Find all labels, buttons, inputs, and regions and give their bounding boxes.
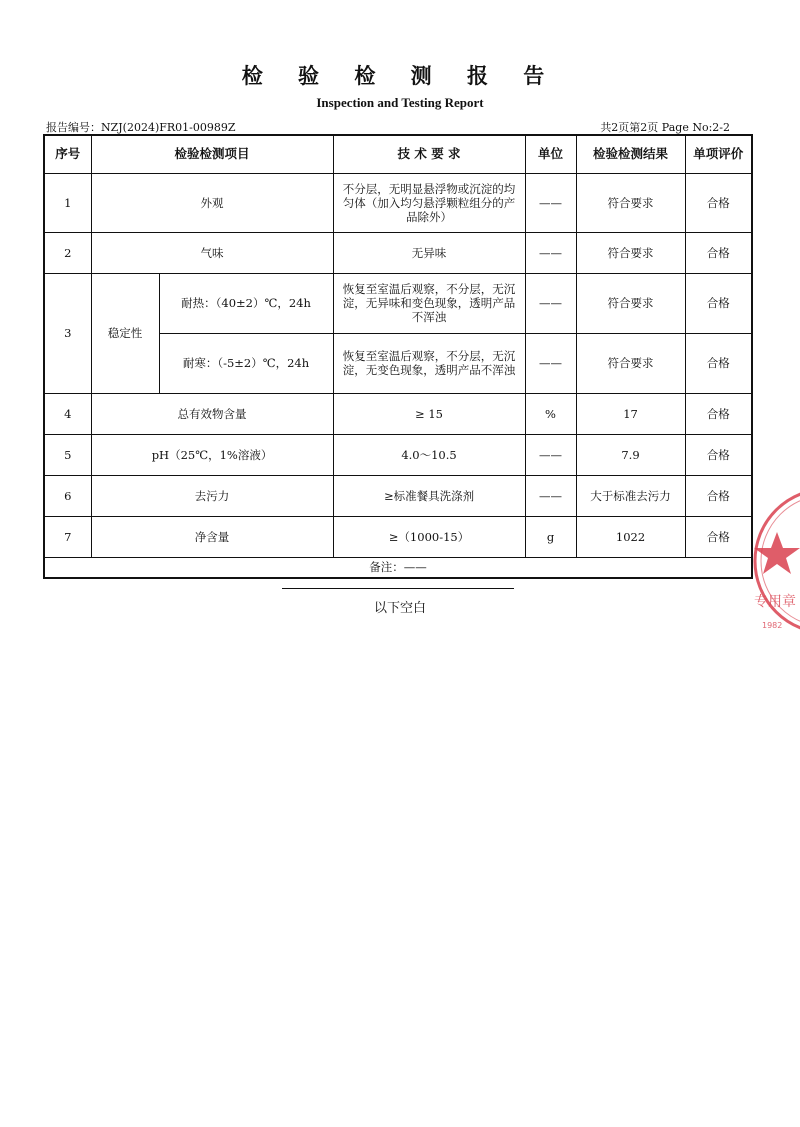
header-result: 检验检测结果 (576, 135, 685, 173)
row-result: 符合要求 (576, 273, 685, 333)
table-row (44, 516, 752, 557)
row-requirement: ≥（1000-15） (333, 516, 525, 557)
table-row (44, 393, 752, 434)
row-eval: 合格 (685, 393, 752, 434)
row-no: 6 (44, 475, 91, 516)
end-of-report-text: 以下空白 (373, 601, 426, 616)
header-item: 检验检测项目 (91, 135, 333, 173)
table-row (44, 232, 752, 273)
table-header-row (44, 135, 752, 173)
row-requirement: ≥ 15 (333, 393, 525, 434)
row-requirement: 4.0～10.5 (333, 434, 525, 475)
row-item: 去污力 (91, 475, 333, 516)
row-unit: —— (525, 273, 576, 333)
row-eval: 合格 (685, 273, 752, 333)
end-divider (282, 588, 514, 589)
row-eval: 合格 (685, 232, 752, 273)
table-row (44, 173, 752, 232)
row-requirement: ≥标准餐具洗涤剂 (333, 475, 525, 516)
table-row (44, 273, 752, 333)
header-no: 序号 (44, 135, 91, 173)
row-eval: 合格 (685, 434, 752, 475)
row-unit: g (525, 516, 576, 557)
row-item: 外观 (91, 173, 333, 232)
row-unit: % (525, 393, 576, 434)
row-unit: —— (525, 173, 576, 232)
row-unit: —— (525, 232, 576, 273)
row-eval: 合格 (685, 516, 752, 557)
row-eval: 合格 (685, 475, 752, 516)
stamp-number: 1982 (762, 621, 783, 630)
row-no: 5 (44, 434, 91, 475)
row-item: 稳定性 (91, 273, 159, 393)
table-note-row (44, 557, 752, 578)
row-result: 符合要求 (576, 173, 685, 232)
stamp-text: 专用章 (754, 594, 796, 610)
row-eval: 合格 (685, 333, 752, 393)
row-unit: —— (525, 434, 576, 475)
table-note: 备注：—— (44, 557, 752, 578)
row-eval: 合格 (685, 173, 752, 232)
row-item: 总有效物含量 (91, 393, 333, 434)
header-eval: 单项评价 (685, 135, 752, 173)
row-result: 大于标准去污力 (576, 475, 685, 516)
row-item: 净含量 (91, 516, 333, 557)
row-no: 1 (44, 173, 91, 232)
row-result: 17 (576, 393, 685, 434)
report-title: 检 验 检 测 报 告 (241, 63, 559, 88)
report-subtitle: Inspection and Testing Report (316, 95, 484, 110)
header-unit: 单位 (525, 135, 576, 173)
row-unit: —— (525, 333, 576, 393)
row-result: 符合要求 (576, 333, 685, 393)
inspection-table (43, 134, 753, 579)
row-result: 7.9 (576, 434, 685, 475)
row-no: 2 (44, 232, 91, 273)
row-item: 气味 (91, 232, 333, 273)
table-row (44, 434, 752, 475)
row-unit: —— (525, 475, 576, 516)
row-no: 3 (44, 273, 91, 393)
row-no: 4 (44, 393, 91, 434)
row-requirement: 无异味 (333, 232, 525, 273)
row-item: pH（25℃，1%溶液） (91, 434, 333, 475)
row-subitem-cold: 耐寒：（-5±2）℃，24h (159, 333, 333, 393)
report-number: 报告编号：NZJ(2024)FR01-00989Z (46, 121, 236, 134)
row-no: 7 (44, 516, 91, 557)
row-subitem-heat: 耐热：（40±2）℃，24h (159, 273, 333, 333)
page-info: 共2页第2页 Page No:2-2 (600, 121, 730, 134)
table-row (44, 475, 752, 516)
row-result: 符合要求 (576, 232, 685, 273)
row-requirement: 恢复至室温后观察，不分层，无沉淀，无变色现象，透明产品不浑浊 (333, 333, 525, 393)
official-stamp (752, 486, 800, 636)
row-requirement: 恢复至室温后观察，不分层，无沉淀，无异味和变色现象，透明产品不浑浊 (333, 273, 525, 333)
header-requirement: 技 术 要 求 (333, 135, 525, 173)
row-result: 1022 (576, 516, 685, 557)
row-requirement: 不分层，无明显悬浮物或沉淀的均匀体（加入均匀悬浮颗粒组分的产品除外） (333, 173, 525, 232)
